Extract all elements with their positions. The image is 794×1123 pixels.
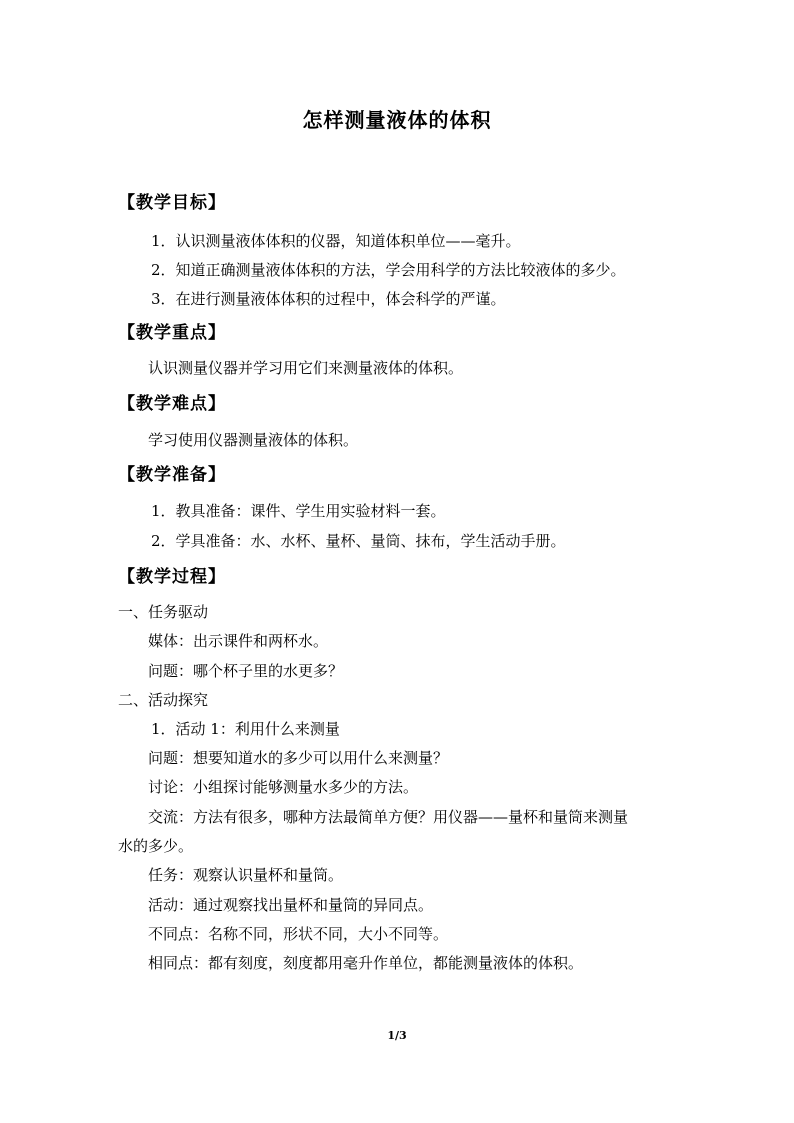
- process-part2-line-7: 活动：通过观察找出量杯和量筒的异同点。: [148, 896, 434, 914]
- process-part2-line-5: 水的多少。: [118, 837, 194, 855]
- process-part2-line-8: 不同点：名称不同，形状不同，大小不同等。: [148, 925, 449, 943]
- goal-item-3: 3．在进行测量液体体积的过程中，体会科学的严谨。: [151, 290, 506, 308]
- page-number: 1/3: [387, 1029, 407, 1042]
- goal-item-1: 1．认识测量液体体积的仪器，知道体积单位——毫升。: [151, 232, 521, 250]
- heading-preparation: 【教学准备】: [118, 465, 226, 485]
- heading-key-points: 【教学重点】: [118, 323, 226, 343]
- key-points-text: 认识测量仪器并学习用它们来测量液体的体积。: [148, 359, 464, 377]
- goal-item-2: 2．知道正确测量液体体积的方法，学会用科学的方法比较液体的多少。: [151, 261, 626, 279]
- process-part2-line-6: 任务：观察认识量杯和量筒。: [148, 866, 344, 884]
- process-part2-line-1: 1．活动 1：利用什么来测量: [151, 720, 340, 738]
- heading-process: 【教学过程】: [118, 567, 226, 587]
- heading-difficulties: 【教学难点】: [118, 394, 226, 414]
- heading-teaching-goals: 【教学目标】: [118, 193, 226, 213]
- process-part2-line-4: 交流：方法有很多，哪种方法最简单方便？用仪器——量杯和量筒来测量: [148, 808, 629, 826]
- process-part2-line-2: 问题：想要知道水的多少可以用什么来测量？: [148, 749, 449, 767]
- difficulties-text: 学习使用仪器测量液体的体积。: [148, 431, 359, 449]
- process-part1-line-2: 问题：哪个杯子里的水更多？: [148, 662, 344, 680]
- preparation-item-1: 1．教具准备：课件、学生用实验材料一套。: [151, 502, 446, 520]
- process-part2-line-3: 讨论：小组探讨能够测量水多少的方法。: [148, 778, 419, 796]
- document-title: 怎样测量液体的体积: [302, 108, 492, 132]
- process-part1-title: 一、任务驱动: [118, 603, 209, 621]
- process-part2-line-9: 相同点：都有刻度，刻度都用毫升作单位，都能测量液体的体积。: [148, 954, 584, 972]
- process-part2-title: 二、活动探究: [118, 691, 209, 709]
- process-part1-line-1: 媒体：出示课件和两杯水。: [148, 632, 329, 650]
- preparation-item-2: 2．学具准备：水、水杯、量杯、量筒、抹布，学生活动手册。: [151, 532, 566, 550]
